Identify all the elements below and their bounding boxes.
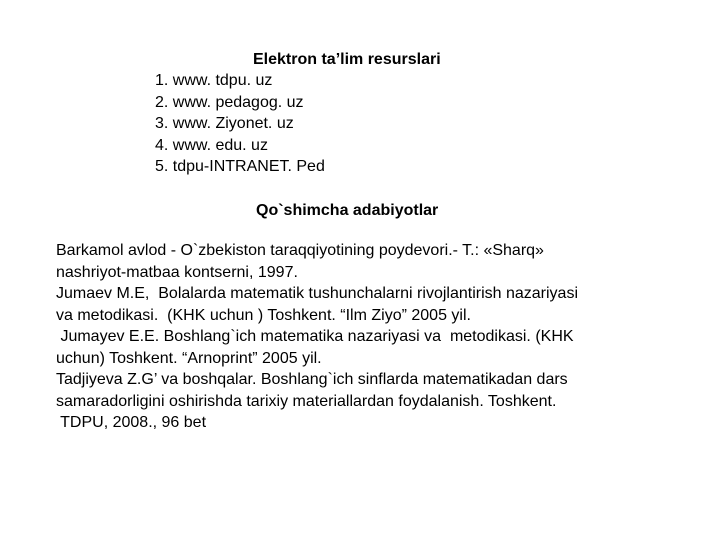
resource-list xyxy=(155,70,325,178)
literature-line: TDPU, 2008., 96 bet xyxy=(56,414,207,431)
additional-literature-list xyxy=(56,240,716,434)
resource-item: 5. tdpu-INTRANET. Ped xyxy=(155,158,325,175)
literature-line: va metodikasi. (KHK uchun ) Toshkent. “Ilm Ziyo” 2005 yil. xyxy=(56,306,471,324)
resource-item: 1. www. tdpu. uz xyxy=(155,72,273,89)
resource-item: 3. www. Ziyonet. uz xyxy=(155,115,294,132)
additional-literature-heading: Qo`shimcha adabiyotlar xyxy=(256,202,439,219)
literature-line: Tadjiyeva Z.G’ va boshqalar. Boshlang`ich sinflarda matematikadan dars xyxy=(56,371,568,388)
literature-line: nashriyot-matbaa kontserni, 1997. xyxy=(56,263,298,281)
literature-line: Jumaev M.E, Bolalarda matematik tushunchalarni rivojlantirish nazariyasi xyxy=(56,285,578,302)
resource-item: 4. www. edu. uz xyxy=(155,136,268,154)
resource-item: 2. www. pedagog. uz xyxy=(155,93,304,111)
literature-line: Jumayev E.E. Boshlang`ich matematika nazariyasi va metodikasi. (KHK xyxy=(56,328,574,345)
literature-line: uchun) Toshkent. “Arnoprint” 2005 yil. xyxy=(56,349,322,367)
resources-heading: Elektron ta’lim resurslari xyxy=(253,51,441,68)
literature-line: Barkamol avlod - O`zbekiston taraqqiyotining poydevori.- T.: «Sharq» xyxy=(56,242,544,259)
literature-line: samaradorligini oshirishda tarixiy materiallardan foydalanish. Toshkent. xyxy=(56,392,557,410)
